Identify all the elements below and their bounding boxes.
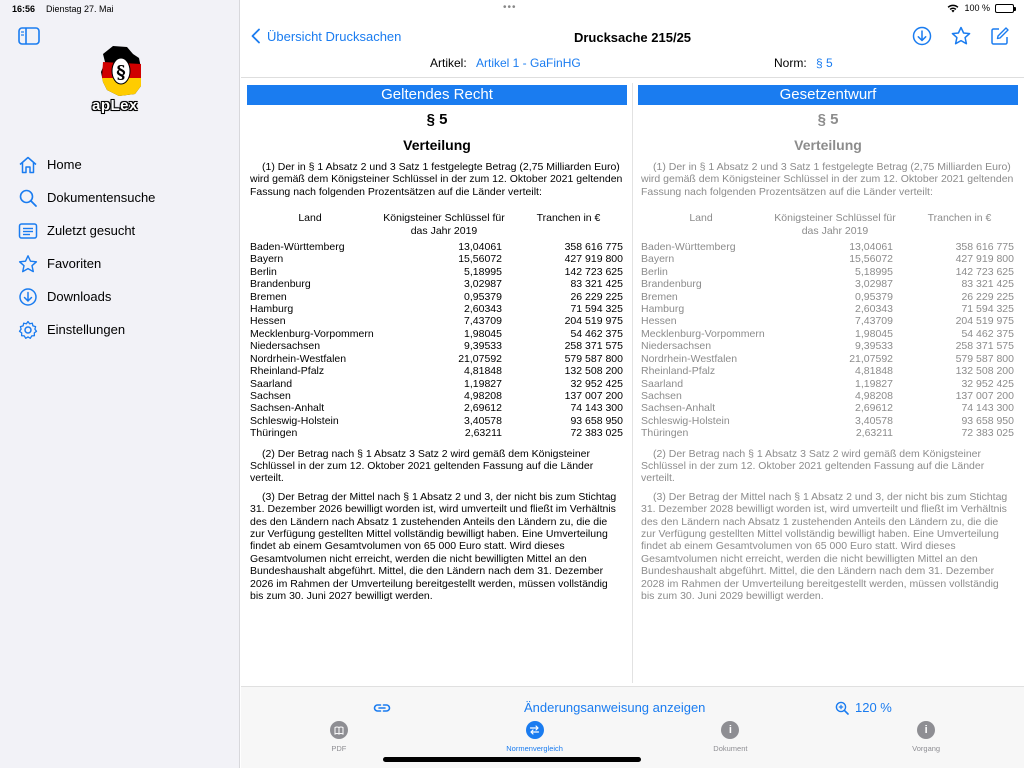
info-icon: i — [721, 721, 739, 739]
tranche-cell: 579 587 800 — [955, 352, 1014, 365]
key-cell: 1,19827 — [855, 377, 893, 390]
land-cell: Schleswig-Holstein — [250, 414, 339, 427]
table-row — [250, 427, 627, 439]
gear-icon — [18, 320, 38, 340]
table-row — [250, 315, 627, 327]
paragraph-title: Verteilung — [403, 137, 471, 153]
tranche-cell: 358 616 775 — [564, 241, 623, 254]
distribution-table — [641, 212, 1018, 439]
table-row — [641, 278, 1018, 290]
tab-label: Dokument — [713, 744, 748, 753]
svg-text:§: § — [116, 62, 126, 83]
land-cell: Bremen — [641, 290, 678, 303]
column-header: Königsteiner Schlüssel für das Jahr 2019 — [383, 212, 505, 237]
key-cell: 1,98045 — [464, 327, 502, 340]
status-date: Dienstag 27. Mai — [46, 4, 114, 14]
land-cell: Hessen — [641, 315, 677, 328]
key-cell: 15,56072 — [458, 253, 502, 266]
table-row — [641, 303, 1018, 315]
back-label: Übersicht Drucksachen — [267, 28, 402, 44]
home-indicator[interactable] — [383, 757, 641, 762]
star-icon — [18, 254, 38, 274]
table-row — [641, 237, 1018, 253]
key-cell: 4,81848 — [855, 365, 893, 378]
land-cell: Mecklenburg-Vorpommern — [250, 327, 374, 340]
tranche-cell: 26 229 225 — [570, 290, 623, 303]
norm-label: Norm: — [774, 56, 807, 70]
key-cell: 5,18995 — [855, 265, 893, 278]
house-icon — [18, 155, 38, 175]
zoom-level: 120 % — [855, 700, 892, 715]
tranche-cell: 83 321 425 — [961, 278, 1014, 291]
app-logo-text: apLex — [92, 97, 138, 114]
land-cell: Sachsen — [641, 389, 682, 402]
tranche-cell: 258 371 575 — [955, 340, 1014, 353]
sidebar-item-favoriten[interactable] — [18, 247, 228, 280]
tranche-cell: 93 658 950 — [961, 414, 1014, 427]
sidebar-item-label: Home — [47, 157, 82, 172]
table-row — [250, 415, 627, 427]
tab-normenvergleich[interactable] — [437, 721, 633, 753]
land-cell: Niedersachsen — [641, 340, 712, 353]
zoom-in-icon — [835, 701, 849, 715]
paragraph-text: (2) Der Betrag nach § 1 Absatz 3 Satz 2 wird gemäß dem Königsteiner Schlüssel in der zum 12. Oktober 2021 geltenden Fassung auf die Länder verteilt. — [250, 447, 594, 485]
key-cell: 2,60343 — [464, 303, 502, 316]
key-cell: 13,04061 — [458, 241, 502, 254]
land-cell: Brandenburg — [250, 278, 311, 291]
land-cell: Berlin — [641, 265, 668, 278]
table-row — [641, 390, 1018, 402]
distribution-table — [250, 212, 627, 439]
land-cell: Sachsen — [250, 389, 291, 402]
key-cell: 1,19827 — [464, 377, 502, 390]
paragraph-text: (3) Der Betrag der Mittel nach § 1 Absatz 2 und 3, der nicht bis zum Stichtag 31. Dezember 2028 bewilligt worden ist, wird umverteilt und fließt im Verhältnis des den Ländern nach Absatz 1 zustehenden Anteils den Ländern zu, die die zur Verfügung gestellten Mittel vollständig bewilligt haben. Eine Umverteilung findet ab einem Gesamtvolumen von 65 000 Euro statt. Wird dieses Gesamtvolumen nicht erreicht, werden die nicht bewilligten Mittel an den Bundeshaushalt abgeführt. Mittel, die den Ländern nach dem 31. Dezember 2028 im Rahmen der Umverteilung bereitgestellt werden, müssen vollständig bis zum 30. Juni 2029 bewilligt werden. — [641, 490, 1008, 602]
table-row — [641, 340, 1018, 352]
tranche-cell: 132 508 200 — [564, 365, 623, 378]
table-row — [250, 303, 627, 315]
key-cell: 3,40578 — [855, 414, 893, 427]
book-icon — [330, 721, 348, 739]
tranche-cell: 32 952 425 — [961, 377, 1014, 390]
key-cell: 21,07592 — [849, 352, 893, 365]
land-cell: Saarland — [250, 377, 293, 390]
table-row — [641, 315, 1018, 327]
sidebar-item-einstellungen[interactable] — [18, 313, 228, 346]
key-cell: 2,69612 — [855, 402, 893, 415]
status-time: 16:56 — [12, 4, 36, 14]
column-header: Königsteiner Schlüssel für das Jahr 2019 — [774, 212, 896, 237]
table-row — [250, 253, 627, 265]
column-divider — [632, 83, 633, 683]
tab-label: Vorgang — [912, 744, 941, 753]
tranche-cell: 142 723 625 — [564, 265, 623, 278]
page-title: Drucksache 215/25 — [573, 30, 692, 45]
tranche-cell: 204 519 975 — [564, 315, 623, 328]
norm-selector[interactable]: § 5 — [816, 56, 833, 70]
sidebar-item-home[interactable] — [18, 148, 228, 181]
land-cell: Bayern — [641, 253, 675, 266]
tranche-cell: 83 321 425 — [570, 278, 623, 291]
column-heading: Gesetzentwurf — [638, 85, 1018, 105]
land-cell: Bayern — [250, 253, 284, 266]
show-change-instruction-button[interactable]: Änderungsanweisung anzeigen — [524, 700, 706, 715]
table-row — [250, 353, 627, 365]
sidebar-item-zuletzt-gesucht[interactable] — [18, 214, 228, 247]
tranche-cell: 93 658 950 — [570, 414, 623, 427]
comparison-view[interactable] — [241, 79, 1024, 686]
tranche-cell: 258 371 575 — [564, 340, 623, 353]
zoom-button[interactable] — [835, 700, 892, 715]
list-icon — [18, 221, 38, 241]
sidebar-item-label: Favoriten — [47, 256, 102, 271]
key-cell: 3,40578 — [464, 414, 502, 427]
draft-law-column — [638, 85, 1018, 602]
table-header-row — [641, 212, 1018, 237]
tab-vorgang[interactable] — [828, 721, 1024, 753]
tranche-cell: 72 383 025 — [570, 427, 623, 440]
key-cell: 7,43709 — [855, 315, 893, 328]
table-row — [250, 237, 627, 253]
table-row — [641, 365, 1018, 377]
table-body — [250, 237, 627, 440]
column-header: Tranchen in € — [536, 212, 601, 225]
sidebar-item-downloads[interactable] — [18, 280, 228, 313]
table-row — [250, 390, 627, 402]
table-body — [641, 237, 1018, 440]
tab-bar — [241, 721, 1024, 753]
search-icon — [18, 188, 38, 208]
land-cell: Sachsen-Anhalt — [641, 402, 716, 415]
header-actions — [912, 26, 1010, 46]
land-cell: Brandenburg — [641, 278, 702, 291]
battery-icon — [995, 4, 1014, 13]
artikel-label: Artikel: — [430, 56, 467, 70]
key-cell: 13,04061 — [849, 241, 893, 254]
table-row — [641, 266, 1018, 278]
battery-percent: 100 % — [964, 3, 990, 13]
land-cell: Hessen — [250, 315, 286, 328]
paragraph-number: § 5 — [426, 111, 448, 128]
land-cell: Bremen — [250, 290, 287, 303]
paragraph-text: (1) Der in § 1 Absatz 2 und 3 Satz 1 festgelegte Betrag (2,75 Milliarden Euro) wird gemäß dem Königsteiner Schlüssel in der zum 12. Oktober 2021 geltenden Fassung nach folgenden Prozentsätzen auf die Länder verteilt: — [641, 161, 1014, 198]
land-cell: Nordrhein-Westfalen — [250, 352, 347, 365]
table-row — [641, 415, 1018, 427]
tranche-cell: 54 462 375 — [570, 327, 623, 340]
sidebar-item-label: Dokumentensuche — [47, 190, 156, 205]
tranche-cell: 26 229 225 — [961, 290, 1014, 303]
column-heading: Geltendes Recht — [247, 85, 627, 105]
table-row — [641, 427, 1018, 439]
wifi-icon — [947, 4, 959, 13]
tranche-cell: 74 143 300 — [570, 402, 623, 415]
sidebar-toggle-icon[interactable] — [18, 27, 40, 45]
table-row — [641, 378, 1018, 390]
land-cell: Hamburg — [641, 303, 685, 316]
key-cell: 9,39533 — [464, 340, 502, 353]
key-cell: 2,69612 — [464, 402, 502, 415]
paragraph-number: § 5 — [817, 111, 839, 128]
land-cell: Saarland — [641, 377, 684, 390]
land-cell: Schleswig-Holstein — [641, 414, 730, 427]
table-row — [641, 353, 1018, 365]
land-cell: Baden-Württemberg — [641, 241, 736, 254]
key-cell: 5,18995 — [464, 265, 502, 278]
tranche-cell: 54 462 375 — [961, 327, 1014, 340]
key-cell: 0,95379 — [464, 290, 502, 303]
table-row — [641, 291, 1018, 303]
artikel-selector[interactable]: Artikel 1 - GaFinHG — [476, 56, 581, 70]
land-cell: Hamburg — [250, 303, 294, 316]
land-cell: Thüringen — [250, 427, 298, 440]
sidebar — [0, 0, 240, 768]
tranche-cell: 137 007 200 — [955, 389, 1014, 402]
star-icon[interactable] — [951, 26, 971, 46]
multitasking-dots-icon[interactable]: ••• — [503, 2, 517, 13]
aplex-logo-icon — [97, 44, 145, 98]
key-cell: 7,43709 — [464, 315, 502, 328]
tranche-cell: 204 519 975 — [955, 315, 1014, 328]
key-cell: 4,98208 — [464, 389, 502, 402]
tranche-cell: 74 143 300 — [961, 402, 1014, 415]
column-header: Tranchen in € — [927, 212, 992, 225]
key-cell: 2,63211 — [855, 427, 893, 440]
tranche-cell: 427 919 800 — [564, 253, 623, 266]
land-cell: Niedersachsen — [250, 340, 321, 353]
tranche-cell: 579 587 800 — [564, 352, 623, 365]
table-row — [250, 365, 627, 377]
key-cell: 4,98208 — [855, 389, 893, 402]
paragraph-text: (2) Der Betrag nach § 1 Absatz 3 Satz 2 wird gemäß dem Königsteiner Schlüssel in der zum 12. Oktober 2021 geltenden Fassung auf die Länder verteilt. — [641, 447, 985, 485]
tranche-cell: 137 007 200 — [564, 389, 623, 402]
current-law-column — [247, 85, 627, 602]
sidebar-nav — [18, 148, 228, 346]
land-cell: Berlin — [250, 265, 277, 278]
key-cell: 9,39533 — [855, 340, 893, 353]
table-row — [250, 328, 627, 340]
table-row — [641, 328, 1018, 340]
land-cell: Mecklenburg-Vorpommern — [641, 327, 765, 340]
download-icon[interactable] — [912, 26, 932, 46]
main-panel — [241, 0, 1024, 768]
info-icon: i — [917, 721, 935, 739]
key-cell: 4,81848 — [464, 365, 502, 378]
table-row — [250, 291, 627, 303]
sidebar-item-label: Zuletzt gesucht — [47, 223, 136, 238]
key-cell: 21,07592 — [458, 352, 502, 365]
key-cell: 0,95379 — [855, 290, 893, 303]
tranche-cell: 71 594 325 — [570, 303, 623, 316]
status-right — [947, 3, 1014, 13]
sidebar-item-label: Einstellungen — [47, 322, 126, 337]
column-header: Land — [298, 212, 322, 225]
table-row — [250, 266, 627, 278]
land-cell: Rheinland-Pfalz — [250, 365, 325, 378]
table-row — [250, 278, 627, 290]
bottom-toolbar — [241, 686, 1024, 768]
table-row — [250, 402, 627, 414]
compare-arrows-icon — [526, 721, 544, 739]
key-cell: 1,98045 — [855, 327, 893, 340]
link-icon[interactable] — [372, 700, 392, 716]
sidebar-item-dokumentensuche[interactable] — [18, 181, 228, 214]
tab-label: PDF — [331, 744, 347, 753]
land-cell: Thüringen — [641, 427, 689, 440]
land-cell: Nordrhein-Westfalen — [641, 352, 738, 365]
table-row — [641, 253, 1018, 265]
key-cell: 3,02987 — [855, 278, 893, 291]
land-cell: Baden-Württemberg — [250, 241, 345, 254]
paragraph-title: Verteilung — [794, 137, 862, 153]
column-header: Land — [689, 212, 713, 225]
tranche-cell: 71 594 325 — [961, 303, 1014, 316]
land-cell: Rheinland-Pfalz — [641, 365, 716, 378]
table-row — [250, 378, 627, 390]
tranche-cell: 132 508 200 — [955, 365, 1014, 378]
status-bar — [0, 0, 1024, 18]
tab-pdf[interactable] — [241, 721, 437, 753]
land-cell: Sachsen-Anhalt — [250, 402, 325, 415]
tab-label: Normenvergleich — [506, 744, 563, 753]
tranche-cell: 142 723 625 — [955, 265, 1014, 278]
key-cell: 2,60343 — [855, 303, 893, 316]
edit-icon[interactable] — [990, 26, 1010, 46]
tranche-cell: 72 383 025 — [961, 427, 1014, 440]
download-icon — [18, 287, 38, 307]
table-header-row — [250, 212, 627, 237]
tranche-cell: 427 919 800 — [955, 253, 1014, 266]
key-cell: 3,02987 — [464, 278, 502, 291]
key-cell: 2,63211 — [464, 427, 502, 440]
key-cell: 15,56072 — [849, 253, 893, 266]
table-row — [641, 402, 1018, 414]
table-row — [250, 340, 627, 352]
document-selector-bar — [241, 54, 1024, 78]
tranche-cell: 32 952 425 — [570, 377, 623, 390]
tab-dokument[interactable] — [633, 721, 829, 753]
paragraph-text: (1) Der in § 1 Absatz 2 und 3 Satz 1 festgelegte Betrag (2,75 Milliarden Euro) wird gemäß dem Königsteiner Schlüssel in der zum 12. Oktober 2021 geltenden Fassung nach folgenden Prozentsätzen auf die Länder verteilt: — [250, 161, 623, 198]
paragraph-text: (3) Der Betrag der Mittel nach § 1 Absatz 2 und 3, der nicht bis zum Stichtag 31. Dezember 2026 bewilligt worden ist, wird umverteilt und fließt im Verhältnis des den Ländern nach Absatz 1 zustehenden Anteils den Ländern zu, die die zur Verfügung gestellten Mittel vollständig bewilligt haben. Eine Umverteilung findet ab einem Gesamtvolumen von 65 000 Euro statt. Wird dieses Gesamtvolumen nicht erreicht, werden die nicht bewilligten Mittel an den Bundeshaushalt abgeführt. Mittel, die den Ländern nach dem 31. Dezember 2026 im Rahmen der Umverteilung bereitgestellt werden, müssen vollständig bis zum 30. Juni 2027 bewilligt werden. — [250, 490, 617, 602]
sidebar-item-label: Downloads — [47, 289, 112, 304]
tranche-cell: 358 616 775 — [955, 241, 1014, 254]
